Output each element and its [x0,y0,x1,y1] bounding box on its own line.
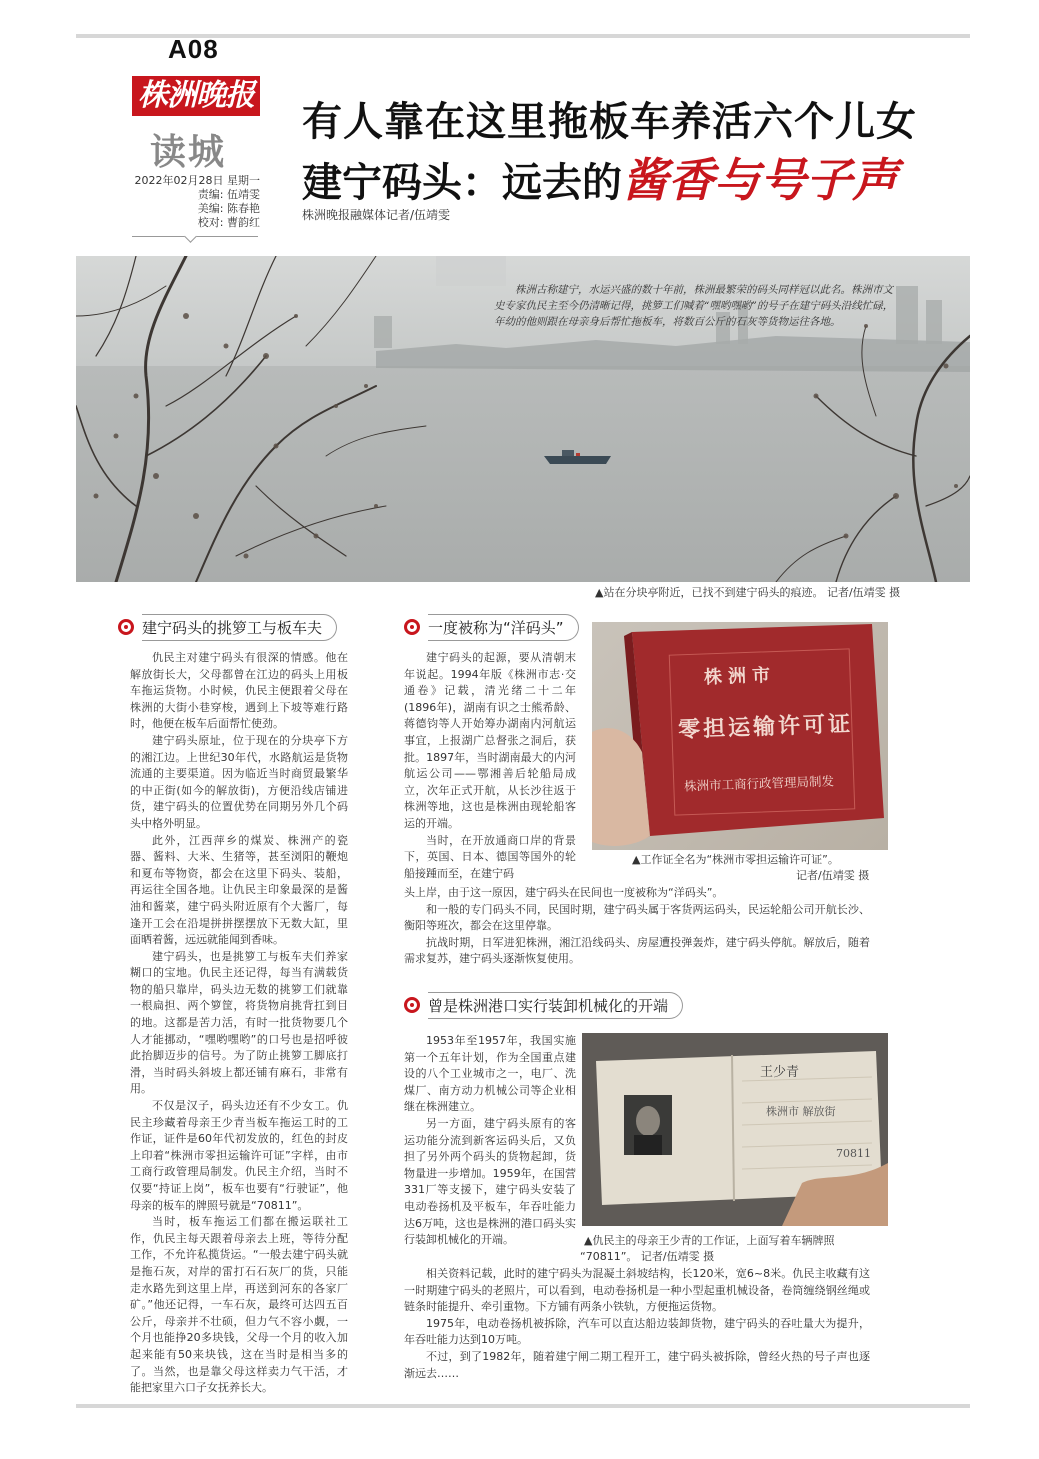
credits-divider-notch [184,230,197,243]
paragraph: 不过，到了1982年，随着建宁闸二期工程开工，建宁码头被拆除，曾经火热的号子声也逐渐远去…… [404,1349,870,1380]
work-permit-caption-line-1: ▲仇民主的母亲王少青的工作证，上面写着车辆牌照 [584,1234,835,1247]
permit-cover-photo [592,622,888,850]
paragraph: 仇民主对建宁码头有很深的情感。他在解放街长大，父母都曾在江边的码头上用板车拖运货物。小时候，仇民主便跟着父母在株洲的大街小巷穿梭，遇到上下坡等难行路时，他便在板车后面帮忙使劲。 [130,651,348,731]
paragraph: 此外，江西萍乡的煤炭、株洲产的瓷器、酱料、大米、生猪等，甚至浏阳的鞭炮和夏布等物资，都会在这里下码头、装船，再运往全国各地。让仇民主印象最深的是酱油和酱菜，建宁码头附近原有个大酱厂，每逢开工会在沿堤拼拼摆摆放下无数大缸，里面晒着酱，远远就能闻到香味。 [130,833,348,947]
headline-prefix: 建宁码头：远去的 [302,160,622,206]
section-3-title: 曾是株洲港口实行装卸机械化的开端 [428,992,683,1019]
work-permit-illustration [582,1033,888,1226]
permit-address-value: 株洲市 解放街 [766,1105,836,1118]
headline-line-1: 有人靠在这里拖板车养活六个儿女 [302,99,917,145]
page-number: A08 [168,34,219,64]
hero-caption: ▲站在分块亭附近，已找不到建宁码头的痕迹。 记者/伍靖雯 摄 [595,586,901,599]
paragraph: 建宁码头的起源，要从清朝末年说起。1994年版《株洲市志·交通卷》记载，清光绪二十二年(1896年)，湖南有识之士熊希龄、蒋德钧等人开始筹办湖南内河航运事宜，上报湖广总督张之洞后，获批。1897年，当时湖南最大的内河航运公司——鄂湘善后轮船局成立，次年正式开航，从长沙往返于株洲等地，这也是株洲由现轮船客运的开端。 [404,651,576,830]
section-3-heading [404,992,683,1018]
paragraph: 建宁码头原址，位于现在的分块亭下方的湘江边。上世纪30年代，水路航运是货物流通的主要渠道。因为临近当时商贸最繁华的中正街(如今的解放街)，方便沿线店铺进货，建宁码头的位置优势在同期另外几个码头中格外明显。 [130,733,348,830]
section-3-body-narrow [404,1033,576,1249]
section-2-heading [404,614,579,640]
permit-cover-title: 零担运输许可证 [677,711,854,744]
permit-caption-line-2: 记者/伍靖雯 摄 [796,869,870,882]
intro-paragraph: 株洲古称建宁，水运兴盛的数十年前，株洲最繁荣的码头同样冠以此名。株洲市文史专家仇民主至今仍清晰记得，挑箩工们喊着“嘿哟嘿哟”的号子在建宁码头沿线忙碌，年幼的他则跟在母亲身后帮忙拖板车，将数百公斤的石灰等货物运往各地。 [494,284,894,328]
permit-plate-value: 70811 [836,1147,871,1160]
headline-line-2 [302,144,898,210]
paragraph: 不仅是汉子，码头边还有不少女工。仇民主珍藏着母亲王少青当板车拖运工时的工作证，证件是60年代初发放的，红色的封皮上印着“株洲市零担运输许可证”字样，由市工商行政管理局制发。仇民主介绍，当时不仅要“持证上岗”，板车也要有“行驶证”，他母亲的板车的牌照号就是“70811”。 [130,1099,348,1212]
permit-name-value: 王少青 [760,1065,800,1080]
designer-credit: 美编: 陈春艳 [197,202,260,215]
credits-block [126,174,260,230]
paragraph: 当时，板车拖运工们都在搬运联社工作，仇民主每天跟着母亲去上班，等待分配工作，不允许私揽货运。“一般去建宁码头就是拖石灰，对岸的雷打石石灰厂的货，只能走水路先到这里上岸，再送到河东的各家厂矿。”他还记得，一车石灰，最终可达四五百公斤，母亲并不壮硕，但力气不容小觑，一个月也能挣20多块钱，父母一个月的收入加起来能有50来块钱，这在当时是相当多的了。当然，也是靠父母这样卖力气干活，才能把家里六口子女抚养长大。 [130,1215,348,1395]
paragraph: 另一方面，建宁码头原有的客运功能分流到新客运码头后，又负担了另外两个码头的货物起卸，货物量进一步增加。1959年，在国营331厂等支援下，建宁码头安装了电动卷扬机及平板车，年吞吐能力达6万吨，这也是株洲的港口码头实行装卸机械化的开端。 [404,1116,576,1247]
section-1-heading [118,614,337,640]
paragraph: 头上岸，由于这一原因，建宁码头在民间也一度被称为“洋码头”。 [404,886,724,899]
paragraph: 抗战时期，日军进犯株洲，湘江沿线码头、房屋遭投弹轰炸，建宁码头停航。解放后，随着需求复苏，建宁码头逐渐恢复使用。 [404,935,870,966]
section-2-body-wide [404,885,870,968]
section-bullet-icon [118,619,134,635]
permit-cover-issuer: 株洲市工商行政管理局制发 [683,773,835,794]
paragraph: 和一般的专门码头不同，民国时期，建宁码头属于客货两运码头，民运轮船公司开航长沙、衡阳等班次，都会在这里停靠。 [404,902,870,933]
paragraph: 当时，在开放通商口岸的背景下，英国、日本、德国等国外的轮船接踵而至，在建宁码 [404,833,576,880]
headline-accent: 酱香与号子声 [622,153,898,207]
paragraph: 相关资料记载，此时的建宁码头为混凝土斜坡结构，长120米，宽6~8米。仇民主收藏有这一时期建宁码头的老照片，可以看到，电动卷扬机是一种小型起重机械设备，卷筒缠绕钢丝绳或链条时能提升、牵引重物。下方铺有两条小铁轨，方便拖运货物。 [404,1267,870,1314]
paragraph: 1953年至1957年，我国实施第一个五年计划，作为全国重点建设的八个工业城市之一，电厂、洗煤厂、南方动力机械公司等企业相继在株洲建立。 [404,1034,576,1114]
column-name: 读城 [150,131,227,173]
newspaper-logo: 株洲晚报 [132,76,260,116]
section-bullet-icon [404,619,420,635]
byline: 株洲晚报融媒体记者/伍靖雯 [302,208,451,222]
work-permit-inside-photo [582,1033,888,1226]
section-1-title: 建宁码头的挑箩工与板车夫 [142,614,337,641]
section-1-body [130,650,348,1397]
issue-date: 2022年02月28日 星期一 [134,174,260,187]
permit-caption-line-1: ▲工作证全名为“株洲市零担运输许可证”。 [632,853,839,866]
bottom-rule [76,1404,970,1408]
paragraph: 1975年，电动卷扬机被拆除，汽车可以直达船边装卸货物，建宁码头的吞吐量大为提升，年吞吐能力达到10万吨。 [404,1316,870,1347]
work-permit-caption-line-2: “70811”。 记者/伍靖雯 摄 [580,1250,715,1263]
section-3-body-wide [404,1266,870,1382]
paragraph: 建宁码头，也是挑箩工与板车夫们养家糊口的宝地。仇民主还记得，每当有满载货物的船只靠岸，码头边无数的挑箩工们就靠一根扁担、两个箩筐，将货物肩挑背扛到目的地。这都是苦力活，有时一批货物要几个人才能挪动，“嘿哟嘿哟”的口号也是招呼彼此抬脚迈步的信号。为了防止挑箩工脚底打滑，当时码头斜坡上都还铺有麻石，非常有用。 [130,949,348,1096]
editor-credit: 责编: 伍靖雯 [197,188,260,201]
section-2-title: 一度被称为“洋码头” [428,614,579,641]
proofreader-credit: 校对: 曹韵红 [197,216,260,229]
section-2-body-narrow [404,650,576,882]
section-bullet-icon [404,997,420,1013]
permit-cover-city: 株洲市 [703,664,777,689]
